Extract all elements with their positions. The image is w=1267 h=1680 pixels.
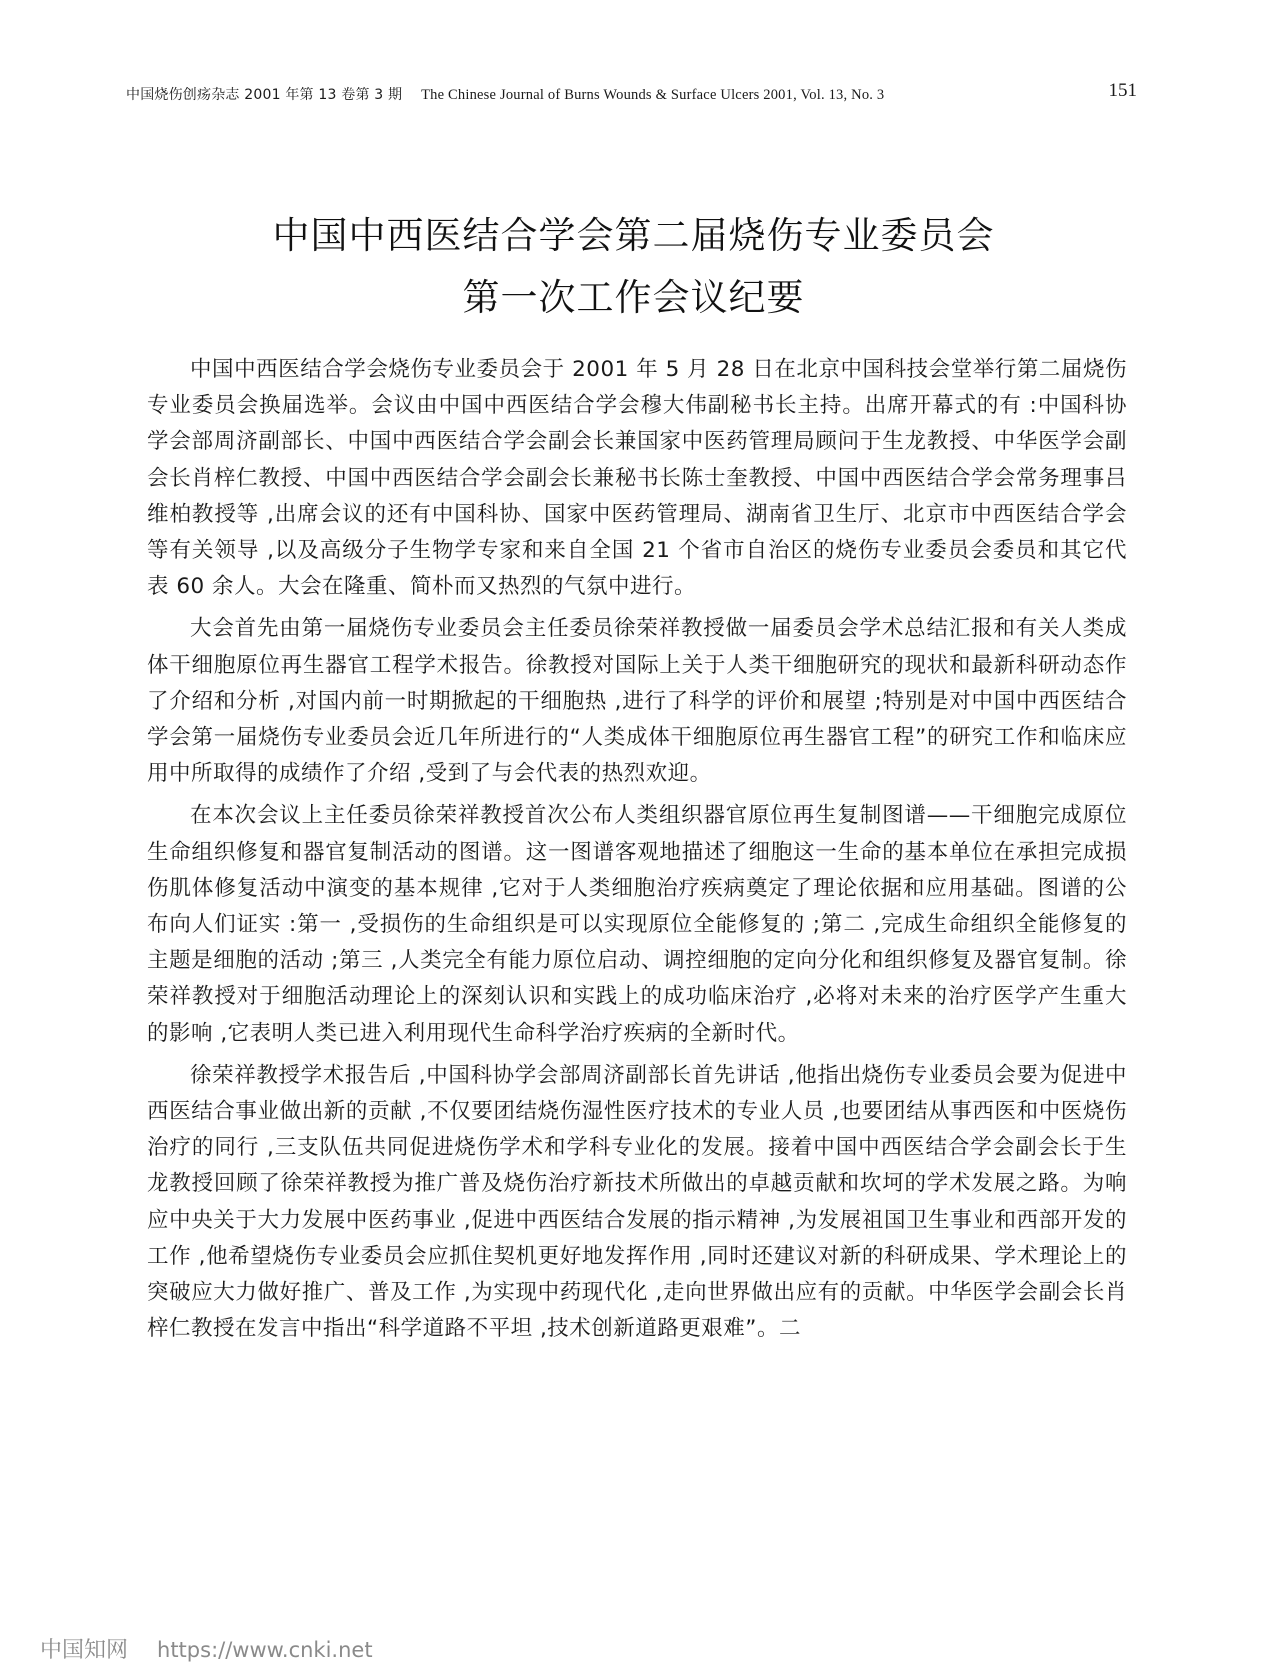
article-title-line-1: 中国中西医结合学会第二届烧伤专业委员会 <box>272 214 995 257</box>
article-title-line-2: 第一次工作会议纪要 <box>462 276 805 319</box>
cnki-url-link[interactable]: https://www.cnki.net <box>157 1638 373 1662</box>
page-number: 151 <box>1108 80 1137 101</box>
running-header <box>126 84 1131 104</box>
footer-watermark <box>40 1633 373 1664</box>
paragraph-1: 中国中西医结合学会烧伤专业委员会于 2001 年 5 月 28 日在北京中国科技会堂举行第二届烧伤专业委员会换届选举。会议由中国中西医结合学会穆大伟副秘书长主持。出席开幕式的有 :中国科协学会部周济副部长、中国中西医结合学会副会长兼国家中医药管理局顾问于生龙教授、中华医学会副会长肖梓仁教授、中国中西医结合学会副会长兼秘书长陈士奎教授、中国中西医结合学会常务理事吕维柏教授等 ,出席会议的还有中国科协、国家中医药管理局、湖南省卫生厅、北京市中西医结合学会等有关领导 ,以及高级分子生物学专家和来自全国 21 个省市自治区的烧伤专业委员会委员和其它代表 60 余人。大会在隆重、简朴而又热烈的气氛中进行。 <box>147 357 1127 600</box>
paragraph-2: 大会首先由第一届烧伤专业委员会主任委员徐荣祥教授做一届委员会学术总结汇报和有关人类成体干细胞原位再生器官工程学术报告。徐教授对国际上关于人类干细胞研究的现状和最新科研动态作了介绍和分析 ,对国内前一时期掀起的干细胞热 ,进行了科学的评价和展望 ;特别是对中国中西医结合学会第一届烧伤专业委员会近几年所进行的“人类成体干细胞原位再生器官工程”的研究工作和临床应用中所取得的成绩作了介绍 ,受到了与会代表的热烈欢迎。 <box>147 616 1127 787</box>
journal-title-cn: 中国烧伤创疡杂志 2001 年第 13 卷第 3 期 <box>126 87 403 103</box>
cnki-watermark-text: 中国知网 <box>40 1638 129 1663</box>
journal-title-en: The Chinese Journal of Burns Wounds & Surface Ulcers 2001, Vol. 13, No. 3 <box>421 87 885 103</box>
paragraph-4: 徐荣祥教授学术报告后 ,中国科协学会部周济副部长首先讲话 ,他指出烧伤专业委员会要为促进中西医结合事业做出新的贡献 ,不仅要团结烧伤湿性医疗技术的专业人员 ,也要团结从事西医和中医烧伤治疗的同行 ,三支队伍共同促进烧伤学术和学科专业化的发展。接着中国中西医结合学会副会长于生龙教授回顾了徐荣祥教授为推广普及烧伤治疗新技术所做出的卓越贡献和坎坷的学术发展之路。为响应中央关于大力发展中医药事业 ,促进中西医结合发展的指示精神 ,为发展祖国卫生事业和西部开发的工作 ,他希望烧伤专业委员会应抓住契机更好地发挥作用 ,同时还建议对新的科研成果、学术理论上的突破应大力做好推广、普及工作 ,为实现中药现代化 ,走向世界做出应有的贡献。中华医学会副会长肖梓仁教授在发言中指出“科学道路不平坦 ,技术创新道路更艰难”。二 <box>147 1062 1127 1342</box>
paragraph-3: 在本次会议上主任委员徐荣祥教授首次公布人类组织器官原位再生复制图谱——干细胞完成原位生命组织修复和器官复制活动的图谱。这一图谱客观地描述了细胞这一生命的基本单位在承担完成损伤肌体修复活动中演变的基本规律 ,它对于人类细胞治疗疾病奠定了理论依据和应用基础。图谱的公布向人们证实 :第一 ,受损伤的生命组织是可以实现原位全能修复的 ;第二 ,完成生命组织全能修复的主题是细胞的活动 ;第三 ,人类完全有能力原位启动、调控细胞的定向分化和组织修复及器官复制。徐荣祥教授对于细胞活动理论上的深刻认识和实践上的成功临床治疗 ,必将对未来的治疗医学产生重大的影响 ,它表明人类已进入利用现代生命科学治疗疾病的全新时代。 <box>147 803 1127 1046</box>
article-body <box>147 352 1127 1353</box>
